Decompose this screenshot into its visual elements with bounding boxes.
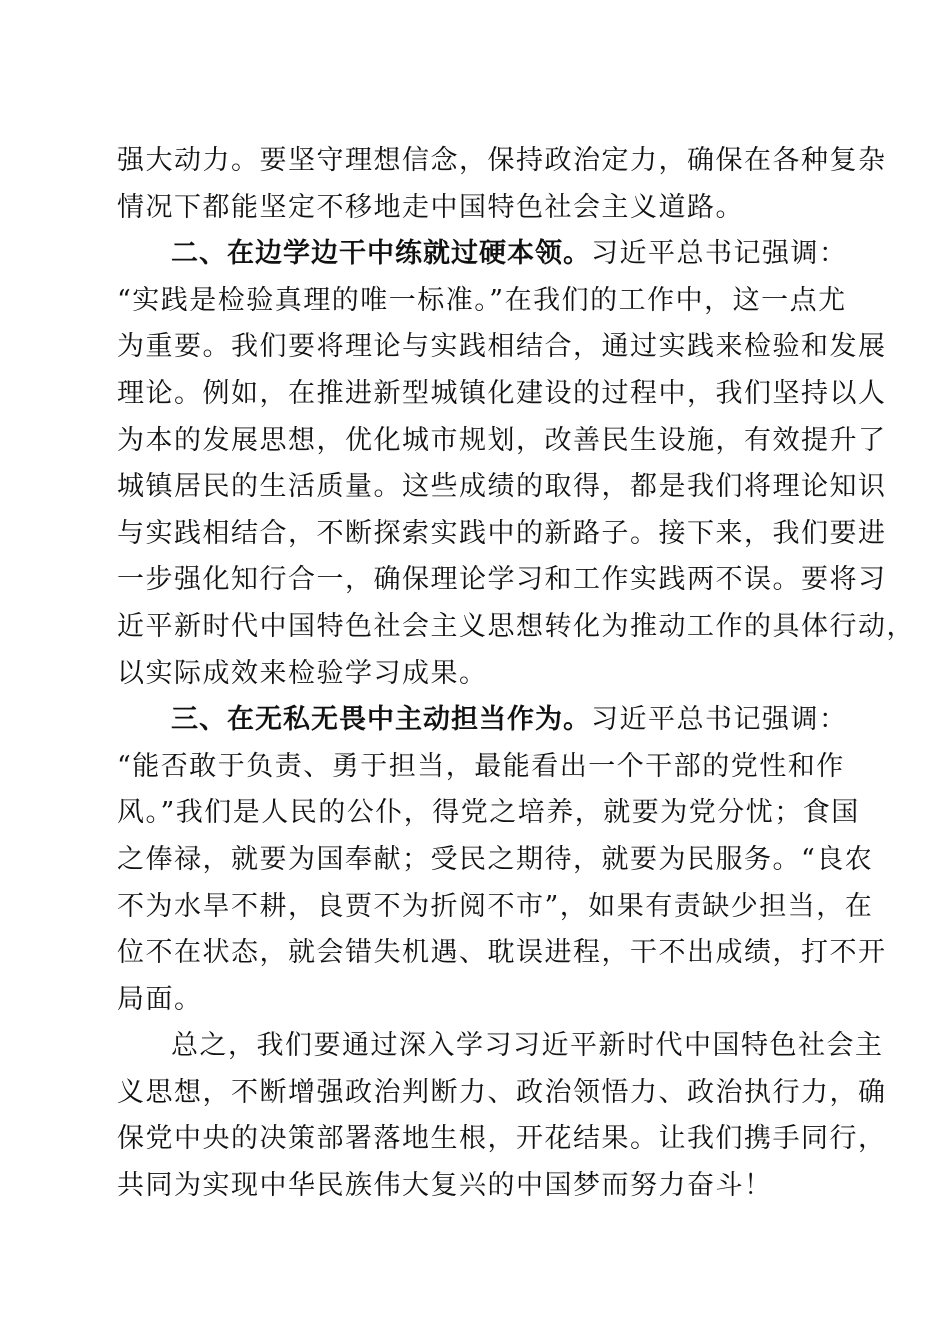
text-line: 强大动力。要坚守理想信念，保持政治定力，确保在各种复杂 bbox=[117, 145, 887, 176]
text-line: 情况下都能坚定不移地走中国特色社会主义道路。 bbox=[117, 191, 744, 223]
text-line bbox=[117, 697, 848, 744]
text-line bbox=[117, 231, 848, 278]
paragraph-continuation bbox=[117, 138, 887, 231]
text-line: 位不在状态，就会错失机遇、耽误进程，干不出成绩，打不开 bbox=[117, 937, 887, 969]
text-line: “能否敢于负责、勇于担当，最能看出一个干部的党性和作 bbox=[117, 750, 845, 782]
section-heading: 二、在边学边干中练就过硬本领。 bbox=[171, 238, 591, 270]
text-line: 近平新时代中国特色社会主义思想转化为推动工作的具体行动， bbox=[117, 610, 915, 642]
text-line: 之俸禄，就要为国奉献；受民之期待，就要为民服务。“良农 bbox=[117, 843, 874, 875]
text-line: 与实践相结合，不断探索实践中的新路子。接下来，我们要进 bbox=[117, 517, 887, 549]
text-line: 为重要。我们要将理论与实践相结合，通过实践来检验和发展 bbox=[117, 331, 887, 363]
text-line: 共同为实现中华民族伟大复兴的中国梦而努力奋斗！ bbox=[117, 1170, 773, 1202]
text-line: 总之，我们要通过深入学习习近平新时代中国特色社会主 bbox=[171, 1030, 884, 1062]
section-lead: 习近平总书记强调： bbox=[591, 238, 848, 270]
text-line: 义思想，不断增强政治判断力、政治领悟力、政治执行力，确 bbox=[117, 1076, 887, 1108]
paragraph-conclusion bbox=[117, 1023, 887, 1209]
text-line: 一步强化知行合一，确保理论学习和工作实践两不误。要将习 bbox=[117, 564, 887, 596]
text-line: 理论。例如，在推进新型城镇化建设的过程中，我们坚持以人 bbox=[117, 377, 887, 409]
section-lead: 习近平总书记强调： bbox=[591, 704, 848, 736]
text-line: “实践是检验真理的唯一标准。”在我们的工作中，这一点尤 bbox=[117, 284, 847, 316]
document-body bbox=[117, 138, 915, 1210]
text-line: 风。”我们是人民的公仆，得党之培养，就要为党分忧；食国 bbox=[117, 797, 860, 829]
text-line: 城镇居民的生活质量。这些成绩的取得，都是我们将理论知识 bbox=[117, 471, 887, 503]
section-heading: 三、在无私无畏中主动担当作为。 bbox=[171, 704, 591, 736]
text-line: 为本的发展思想，优化城市规划，改善民生设施，有效提升了 bbox=[117, 424, 887, 456]
paragraph-section-two bbox=[117, 231, 915, 697]
paragraph-section-three bbox=[117, 697, 887, 1023]
text-line: 保党中央的决策部署落地生根，开花结果。让我们携手同行， bbox=[117, 1123, 887, 1155]
text-line: 以实际成效来检验学习成果。 bbox=[117, 657, 488, 689]
text-line: 局面。 bbox=[117, 983, 203, 1015]
text-line: 不为水旱不耕，良贾不为折阅不市”，如果有责缺少担当，在 bbox=[117, 890, 874, 922]
